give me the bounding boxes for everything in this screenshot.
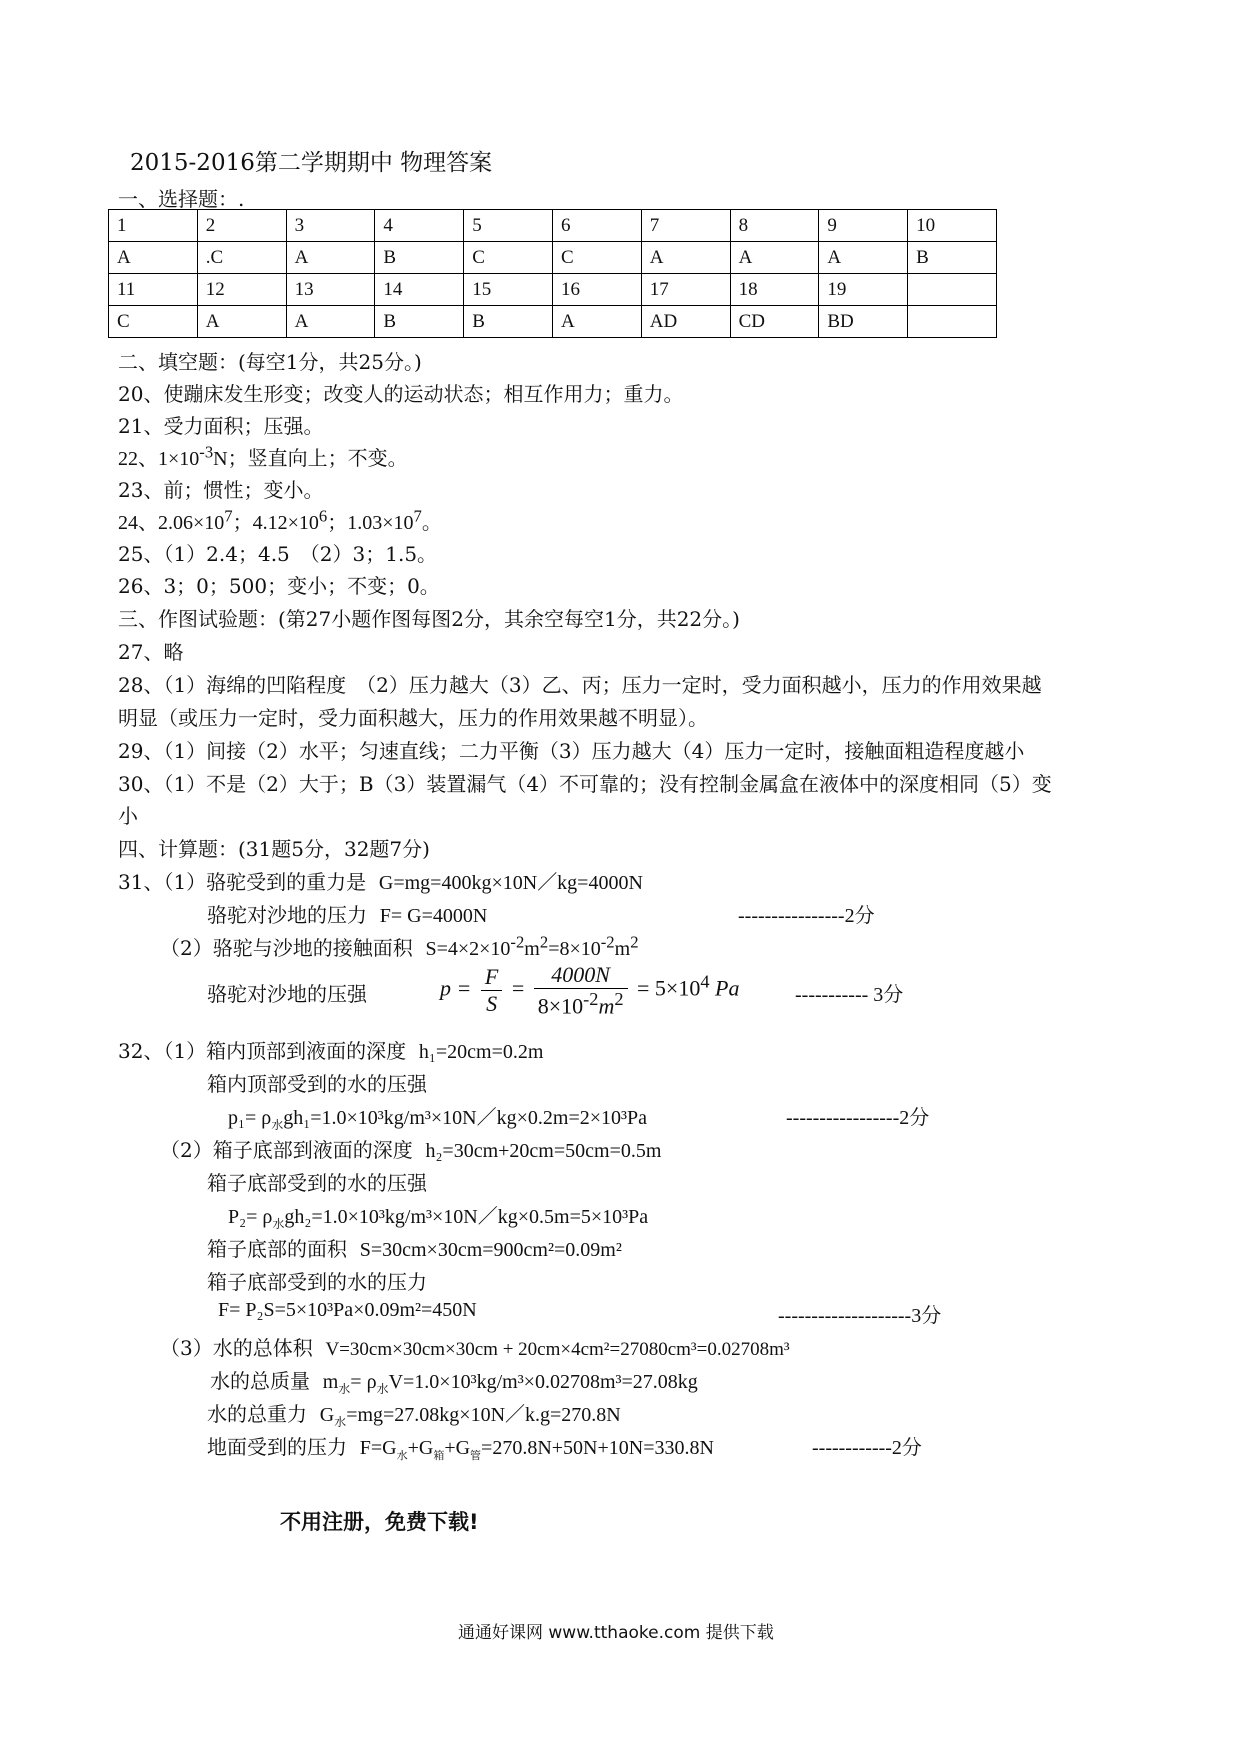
answer-26: 26、3；0；500；变小；不变；0。 <box>118 574 440 598</box>
answer-32-line-4: （2）箱子底部到液面的深度 h₂=30cm+20cm=50cm=0.5m <box>160 1138 662 1162</box>
table-cell: A <box>552 306 641 338</box>
table-cell: C <box>552 242 641 274</box>
table-cell: AD <box>641 306 730 338</box>
section-1-heading: 一、选择题：. <box>118 187 245 211</box>
table-cell: 13 <box>286 274 375 306</box>
table-cell: A <box>109 242 198 274</box>
answer-22: 22、$1\times 10^{-3}N$；竖直向上；不变。 <box>118 442 408 470</box>
table-cell: B <box>464 306 553 338</box>
table-row <box>109 306 997 338</box>
answer-32-line-12: 水的总重力 $G_水=mg=27.08kg\times 10N/k.g=270.8N$ <box>207 1402 621 1429</box>
fraction-f-over-s: $\frac{F}{S}$ <box>481 964 502 1017</box>
answer-30-line-1: 30、（1）不是（2）大于；B（3）装置漏气（4）不可靠的；没有控制金属盒在液体中的深度相同（5）变 <box>118 772 1052 796</box>
table-cell: B <box>375 306 464 338</box>
answer-30-line-2: 小 <box>118 804 138 828</box>
table-cell: A <box>286 242 375 274</box>
table-cell: 19 <box>819 274 908 306</box>
answer-28-line-1: 28、（1）海绵的凹陷程度 （2）压力越大（3）乙、丙；压力一定时，受力面积越小，压力的作用效果越 <box>118 673 1042 697</box>
table-cell: 15 <box>464 274 553 306</box>
table-cell: 3 <box>286 210 375 242</box>
answer-31-line-4-label: 骆驼对沙地的压强 <box>207 982 367 1006</box>
answer-31-line-3: （2）骆驼与沙地的接触面积 $S=4\times 2\times 10^{-2}m^2=8\times 10^{-2}m^2$ <box>160 932 639 960</box>
table-cell: A <box>286 306 375 338</box>
table-cell: 5 <box>464 210 553 242</box>
answer-31-line-2: 骆驼对沙地的压力 F= G=4000N <box>207 903 488 927</box>
answer-32-line-13: 地面受到的压力 $F=G_水+G_箱+G_管=270.8N+50N+10N=330.8N$ <box>207 1435 714 1462</box>
table-cell: 2 <box>197 210 286 242</box>
table-cell: A <box>819 242 908 274</box>
section-2-heading: 二、填空题：(每空1分，共25分。) <box>118 350 422 374</box>
answer-32-line-7: 箱子底部的面积 S=30cm×30cm=900cm²=0.09m² <box>207 1237 622 1261</box>
pressure-equation: p = $\frac{F}{S}$ = $\frac{4000N}{8\times 10^{-2}m^2}$ = $5\times 10^4$ Pa <box>440 962 740 1019</box>
answer-32-score-3: ------------2分 <box>812 1437 922 1459</box>
table-cell: 8 <box>730 210 819 242</box>
table-cell: 6 <box>552 210 641 242</box>
table-cell: A <box>641 242 730 274</box>
table-cell: CD <box>730 306 819 338</box>
choice-answer-table <box>108 209 997 338</box>
answer-32-line-1: 32、（1）箱内顶部到液面的深度 h₁=20cm=0.2m <box>118 1039 544 1063</box>
answer-24: 24、$2.06\times 10^7$；$4.12\times 10^6$；$1.03\times 10^7$。 <box>118 506 442 534</box>
table-cell: B <box>375 242 464 274</box>
table-cell: 18 <box>730 274 819 306</box>
table-cell: BD <box>819 306 908 338</box>
answer-32-line-8: 箱子底部受到的水的压力 <box>207 1270 427 1294</box>
answer-20: 20、使蹦床发生形变；改变人的运动状态；相互作用力；重力。 <box>118 382 684 406</box>
free-download-notice: 不用注册，免费下载! <box>280 1510 479 1534</box>
table-cell: 11 <box>109 274 198 306</box>
table-cell: 16 <box>552 274 641 306</box>
fraction-values: $\frac{4000N}{8\times 10^{-2}m^2}$ <box>534 962 628 1019</box>
table-cell: 1 <box>109 210 198 242</box>
table-cell: .C <box>197 242 286 274</box>
table-cell: C <box>464 242 553 274</box>
section-3-heading: 三、作图试验题：(第27小题作图每图2分，其余空每空1分，共22分。) <box>118 607 740 631</box>
answer-32-line-10: （3）水的总体积 V=30cm×30cm×30cm + 20cm×4cm²=27080cm³=0.02708m³ <box>160 1336 790 1360</box>
answer-27: 27、略 <box>118 640 184 664</box>
site-footer: 通通好课网 www.tthaoke.com 提供下载 <box>458 1623 774 1643</box>
table-cell: 10 <box>908 210 997 242</box>
answer-32-line-6: $P_2= \rho_水gh_2=1.0\times 10^3kg/m^3\times 10N/kg\times 0.5m=5\times 10^3Pa$ <box>228 1206 649 1231</box>
answer-29: 29、（1）间接（2）水平；匀速直线；二力平衡（3）压力越大（4）压力一定时，接触面粗造程度越小 <box>118 739 1025 763</box>
answer-31-score-2: ----------- 3分 <box>795 984 904 1006</box>
table-cell <box>908 306 997 338</box>
table-cell: 7 <box>641 210 730 242</box>
answer-31-score-1: ----------------2分 <box>738 905 875 927</box>
answer-25: 25、（1）2.4；4.5 （2）3；1.5。 <box>118 542 438 566</box>
answer-23: 23、前；惯性；变小。 <box>118 478 324 502</box>
table-cell: A <box>730 242 819 274</box>
table-cell: A <box>197 306 286 338</box>
answer-32-score-1: -----------------2分 <box>786 1107 930 1129</box>
answer-32-line-9: F= P₂S=5×10³Pa×0.09m²=450N <box>218 1299 477 1321</box>
answer-28-line-2: 明显（或压力一定时，受力面积越大，压力的作用效果越不明显）。 <box>118 706 708 730</box>
table-cell: 4 <box>375 210 464 242</box>
table-cell: B <box>908 242 997 274</box>
table-row <box>109 210 997 242</box>
answer-32-line-5: 箱子底部受到的水的压强 <box>207 1171 427 1195</box>
table-row <box>109 242 997 274</box>
section-4-heading: 四、计算题：(31题5分，32题7分) <box>118 837 430 861</box>
table-cell: 17 <box>641 274 730 306</box>
answer-31-line-1: 31、（1）骆驼受到的重力是 G=mg=400kg×10N／kg=4000N <box>118 870 643 894</box>
answer-32-score-2: --------------------3分 <box>778 1305 942 1327</box>
answer-32-line-3: $p_1= \rho_水gh_1=1.0\times 10^3kg/m^3\times 10N/kg\times 0.2m=2\times 10^3Pa$ <box>228 1107 647 1132</box>
answer-32-line-2: 箱内顶部受到的水的压强 <box>207 1072 427 1096</box>
table-cell <box>908 274 997 306</box>
answer-21: 21、受力面积；压强。 <box>118 414 324 438</box>
table-cell: 12 <box>197 274 286 306</box>
table-row <box>109 274 997 306</box>
table-cell: 14 <box>375 274 464 306</box>
answer-32-line-11: 水的总质量 $m_水= \rho_水V=1.0\times 10^3kg/m^3\times 0.02708m^3=27.08kg$ <box>210 1369 698 1396</box>
table-cell: 9 <box>819 210 908 242</box>
page-title: 2015-2016第二学期期中 物理答案 <box>130 150 493 176</box>
table-cell: C <box>109 306 198 338</box>
